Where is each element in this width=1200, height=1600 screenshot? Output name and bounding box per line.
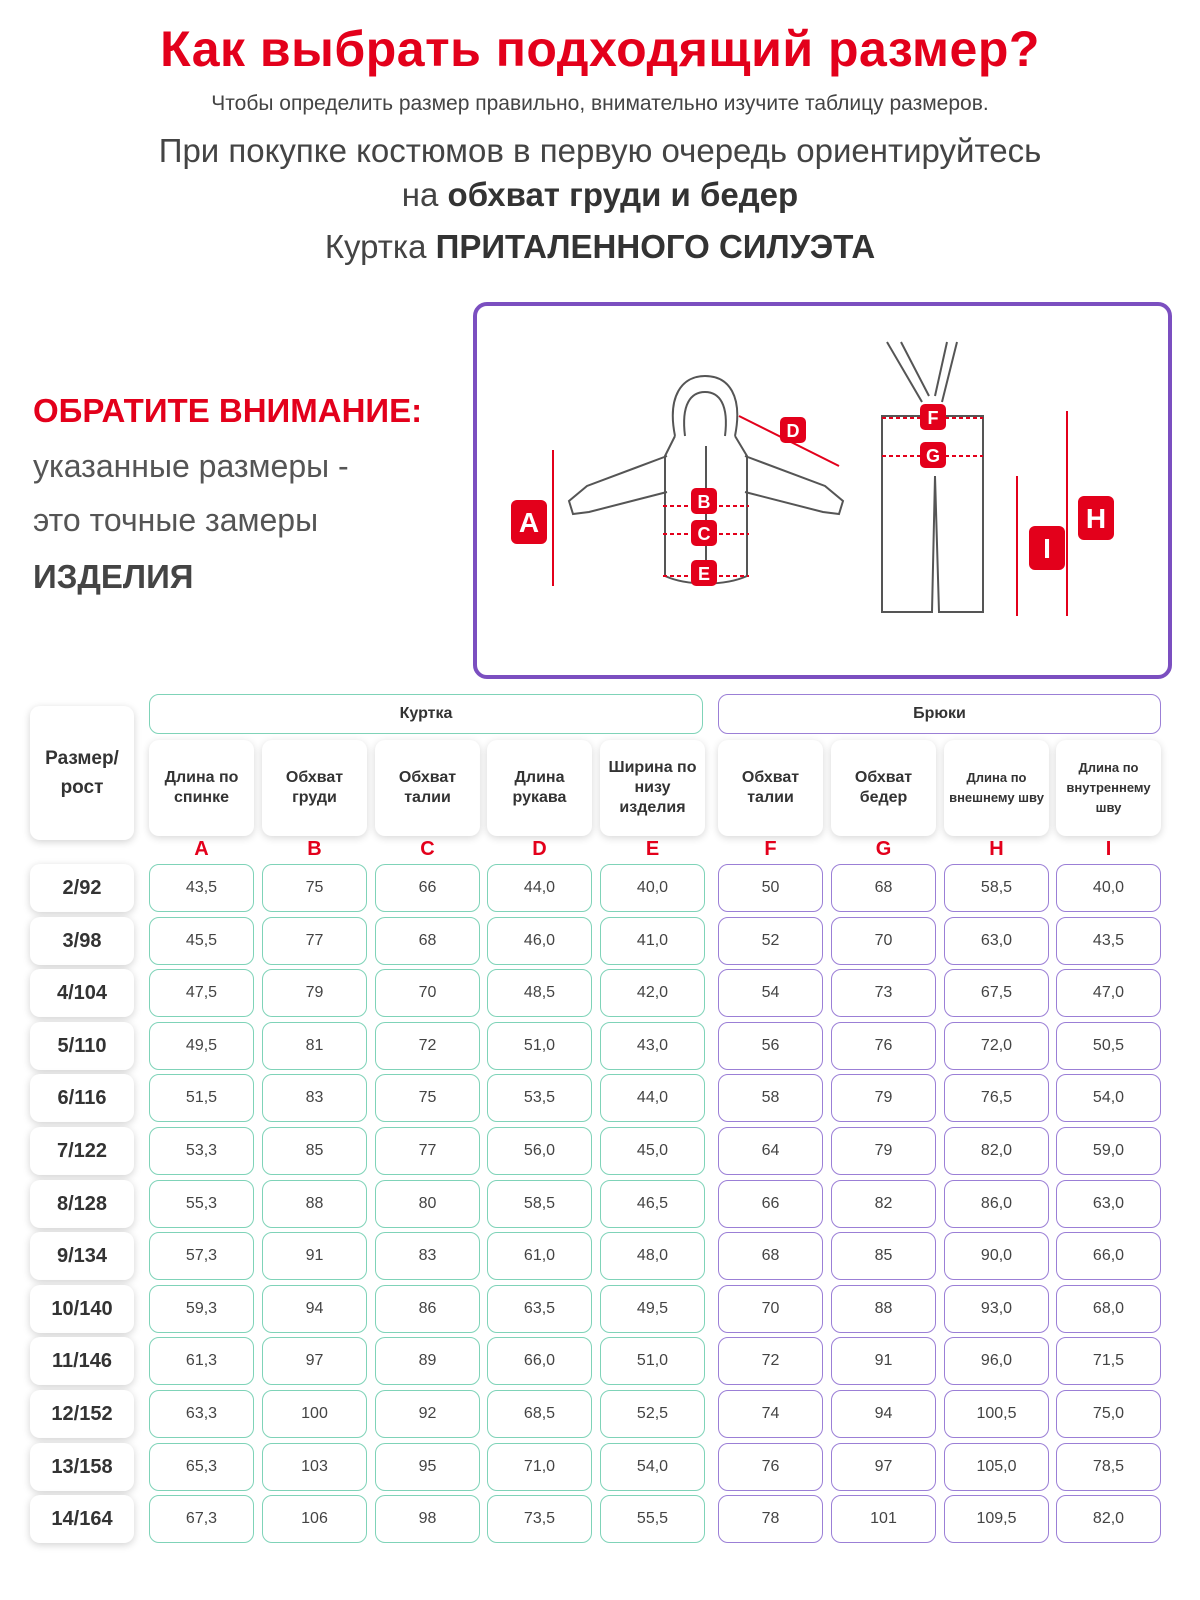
intro-line-3-bold: ПРИТАЛЕННОГО СИЛУЭТА bbox=[435, 228, 876, 265]
table-cell: 54,0 bbox=[600, 1443, 705, 1491]
table-cell: 63,0 bbox=[1056, 1180, 1161, 1228]
size-row-label: 4/104 bbox=[30, 969, 134, 1017]
table-cell: 70 bbox=[718, 1285, 823, 1333]
size-row-label: 9/134 bbox=[30, 1232, 134, 1280]
table-cell: 109,5 bbox=[944, 1495, 1049, 1543]
table-cell: 44,0 bbox=[487, 864, 592, 912]
label-c: C bbox=[697, 524, 711, 544]
column-header: Обхват талии bbox=[718, 740, 823, 836]
table-cell: 70 bbox=[831, 917, 936, 965]
size-row-label: 13/158 bbox=[30, 1443, 134, 1491]
table-cell: 73,5 bbox=[487, 1495, 592, 1543]
table-cell: 43,5 bbox=[1056, 917, 1161, 965]
column-header: Обхват бедер bbox=[831, 740, 936, 836]
table-cell: 45,0 bbox=[600, 1127, 705, 1175]
table-cell: 71,0 bbox=[487, 1443, 592, 1491]
label-a: A bbox=[518, 507, 540, 538]
attention-line-3: ИЗДЕЛИЯ bbox=[33, 558, 194, 595]
table-cell: 83 bbox=[262, 1074, 367, 1122]
table-cell: 106 bbox=[262, 1495, 367, 1543]
table-cell: 93,0 bbox=[944, 1285, 1049, 1333]
table-cell: 63,5 bbox=[487, 1285, 592, 1333]
label-f: F bbox=[927, 408, 939, 428]
table-cell: 43,0 bbox=[600, 1022, 705, 1070]
table-cell: 52 bbox=[718, 917, 823, 965]
size-row-label: 6/116 bbox=[30, 1074, 134, 1122]
table-cell: 40,0 bbox=[600, 864, 705, 912]
table-cell: 53,5 bbox=[487, 1074, 592, 1122]
intro-line-2 bbox=[0, 176, 1200, 214]
size-row-label: 3/98 bbox=[30, 917, 134, 965]
table-cell: 79 bbox=[831, 1127, 936, 1175]
table-cell: 54,0 bbox=[1056, 1074, 1161, 1122]
table-cell: 76,5 bbox=[944, 1074, 1049, 1122]
size-row-label: 8/128 bbox=[30, 1180, 134, 1228]
table-cell: 66 bbox=[718, 1180, 823, 1228]
table-cell: 47,0 bbox=[1056, 969, 1161, 1017]
table-cell: 46,5 bbox=[600, 1180, 705, 1228]
size-row-label: 5/110 bbox=[30, 1022, 134, 1070]
intro-line-3-prefix: Куртка bbox=[324, 228, 436, 265]
size-row-label: 11/146 bbox=[30, 1337, 134, 1385]
table-cell: 68,5 bbox=[487, 1390, 592, 1438]
attention-line-2: это точные замеры bbox=[33, 502, 319, 538]
subtitle: Чтобы определить размер правильно, внимательно изучите таблицу размеров. bbox=[211, 92, 989, 115]
table-cell: 82 bbox=[831, 1180, 936, 1228]
table-cell: 55,5 bbox=[600, 1495, 705, 1543]
table-cell: 103 bbox=[262, 1443, 367, 1491]
table-cell: 71,5 bbox=[1056, 1337, 1161, 1385]
table-cell: 56 bbox=[718, 1022, 823, 1070]
column-header: Обхват талии bbox=[375, 740, 480, 836]
column-header: Длина по внешнему шву bbox=[944, 740, 1049, 836]
jacket-right-sleeve bbox=[745, 456, 843, 514]
table-cell: 64 bbox=[718, 1127, 823, 1175]
table-cell: 59,3 bbox=[149, 1285, 254, 1333]
table-cell: 74 bbox=[718, 1390, 823, 1438]
table-cell: 101 bbox=[831, 1495, 936, 1543]
table-cell: 105,0 bbox=[944, 1443, 1049, 1491]
table-cell: 61,3 bbox=[149, 1337, 254, 1385]
table-cell: 75 bbox=[262, 864, 367, 912]
table-cell: 79 bbox=[831, 1074, 936, 1122]
table-cell: 47,5 bbox=[149, 969, 254, 1017]
intro-line-2-bold: обхват груди и бедер bbox=[447, 176, 799, 213]
pants-left-strap-inner bbox=[901, 342, 929, 396]
table-cell: 96,0 bbox=[944, 1337, 1049, 1385]
table-cell: 97 bbox=[262, 1337, 367, 1385]
table-cell: 97 bbox=[831, 1443, 936, 1491]
column-letter: D bbox=[532, 838, 547, 860]
size-row-label: 14/164 bbox=[30, 1495, 134, 1543]
table-cell: 66,0 bbox=[487, 1337, 592, 1385]
column-header: Длина по спинке bbox=[149, 740, 254, 836]
page-title: Как выбрать подходящий размер? bbox=[160, 21, 1040, 77]
table-cell: 42,0 bbox=[600, 969, 705, 1017]
table-cell: 72 bbox=[718, 1337, 823, 1385]
table-cell: 78,5 bbox=[1056, 1443, 1161, 1491]
measurement-diagram bbox=[473, 302, 1172, 679]
table-cell: 41,0 bbox=[600, 917, 705, 965]
table-cell: 68,0 bbox=[1056, 1285, 1161, 1333]
table-cell: 90,0 bbox=[944, 1232, 1049, 1280]
label-d: D bbox=[786, 421, 800, 441]
table-cell: 100 bbox=[262, 1390, 367, 1438]
table-cell: 82,0 bbox=[1056, 1495, 1161, 1543]
column-header: Длина по внутреннему шву bbox=[1056, 740, 1161, 836]
table-cell: 63,3 bbox=[149, 1390, 254, 1438]
table-cell: 76 bbox=[718, 1443, 823, 1491]
table-cell: 58 bbox=[718, 1074, 823, 1122]
table-cell: 51,0 bbox=[487, 1022, 592, 1070]
table-cell: 85 bbox=[831, 1232, 936, 1280]
column-letter: C bbox=[420, 838, 435, 860]
column-letter: H bbox=[989, 838, 1004, 860]
table-cell: 61,0 bbox=[487, 1232, 592, 1280]
label-g: G bbox=[925, 446, 941, 466]
table-cell: 92 bbox=[375, 1390, 480, 1438]
size-row-label: 7/122 bbox=[30, 1127, 134, 1175]
table-cell: 67,5 bbox=[944, 969, 1049, 1017]
table-cell: 48,0 bbox=[600, 1232, 705, 1280]
table-cell: 83 bbox=[375, 1232, 480, 1280]
table-cell: 86 bbox=[375, 1285, 480, 1333]
table-cell: 91 bbox=[831, 1337, 936, 1385]
intro-line-3 bbox=[0, 228, 1200, 266]
table-cell: 65,3 bbox=[149, 1443, 254, 1491]
table-cell: 79 bbox=[262, 969, 367, 1017]
table-cell: 66,0 bbox=[1056, 1232, 1161, 1280]
table-cell: 73 bbox=[831, 969, 936, 1017]
table-cell: 49,5 bbox=[600, 1285, 705, 1333]
table-cell: 59,0 bbox=[1056, 1127, 1161, 1175]
table-cell: 81 bbox=[262, 1022, 367, 1070]
column-header: Ширина по низу изделия bbox=[600, 740, 705, 836]
table-cell: 88 bbox=[262, 1180, 367, 1228]
jacket-hood-outline bbox=[673, 376, 737, 436]
table-cell: 45,5 bbox=[149, 917, 254, 965]
table-cell: 46,0 bbox=[487, 917, 592, 965]
intro-line-1: При покупке костюмов в первую очередь ориентируйтесь bbox=[158, 132, 1042, 169]
table-cell: 88 bbox=[831, 1285, 936, 1333]
table-cell: 72,0 bbox=[944, 1022, 1049, 1070]
jacket-group-header: Куртка bbox=[149, 694, 703, 734]
table-cell: 72 bbox=[375, 1022, 480, 1070]
table-cell: 67,3 bbox=[149, 1495, 254, 1543]
table-cell: 68 bbox=[718, 1232, 823, 1280]
table-cell: 77 bbox=[262, 917, 367, 965]
column-letter: G bbox=[875, 838, 892, 860]
table-cell: 95 bbox=[375, 1443, 480, 1491]
attention-line-1: указанные размеры - bbox=[33, 448, 349, 484]
column-letter: F bbox=[764, 838, 777, 860]
table-cell: 86,0 bbox=[944, 1180, 1049, 1228]
column-letter: I bbox=[1105, 838, 1112, 860]
table-cell: 40,0 bbox=[1056, 864, 1161, 912]
table-cell: 50,5 bbox=[1056, 1022, 1161, 1070]
column-header: Обхват груди bbox=[262, 740, 367, 836]
table-cell: 76 bbox=[831, 1022, 936, 1070]
table-cell: 66 bbox=[375, 864, 480, 912]
table-cell: 75,0 bbox=[1056, 1390, 1161, 1438]
table-cell: 44,0 bbox=[600, 1074, 705, 1122]
table-cell: 98 bbox=[375, 1495, 480, 1543]
jacket-left-sleeve bbox=[569, 456, 667, 514]
size-table bbox=[30, 705, 1182, 1588]
table-cell: 53,3 bbox=[149, 1127, 254, 1175]
table-cell: 63,0 bbox=[944, 917, 1049, 965]
table-cell: 54 bbox=[718, 969, 823, 1017]
garment-illustration bbox=[477, 306, 1176, 683]
table-cell: 80 bbox=[375, 1180, 480, 1228]
size-column-header: Размер/ рост bbox=[30, 706, 134, 840]
size-row-label: 2/92 bbox=[30, 864, 134, 912]
table-cell: 51,0 bbox=[600, 1337, 705, 1385]
table-cell: 43,5 bbox=[149, 864, 254, 912]
table-cell: 50 bbox=[718, 864, 823, 912]
table-cell: 52,5 bbox=[600, 1390, 705, 1438]
label-h: H bbox=[1085, 503, 1107, 534]
table-cell: 89 bbox=[375, 1337, 480, 1385]
column-letter: E bbox=[645, 838, 660, 860]
pants-group-header: Брюки bbox=[718, 694, 1161, 734]
table-cell: 94 bbox=[262, 1285, 367, 1333]
table-cell: 78 bbox=[718, 1495, 823, 1543]
intro-line-2-prefix: на bbox=[401, 176, 448, 213]
table-cell: 57,3 bbox=[149, 1232, 254, 1280]
size-row-label: 12/152 bbox=[30, 1390, 134, 1438]
table-cell: 100,5 bbox=[944, 1390, 1049, 1438]
table-cell: 77 bbox=[375, 1127, 480, 1175]
table-cell: 75 bbox=[375, 1074, 480, 1122]
column-letter: A bbox=[194, 838, 209, 860]
table-cell: 48,5 bbox=[487, 969, 592, 1017]
table-cell: 68 bbox=[375, 917, 480, 965]
table-cell: 70 bbox=[375, 969, 480, 1017]
table-cell: 49,5 bbox=[149, 1022, 254, 1070]
table-cell: 82,0 bbox=[944, 1127, 1049, 1175]
table-cell: 56,0 bbox=[487, 1127, 592, 1175]
table-cell: 85 bbox=[262, 1127, 367, 1175]
table-cell: 58,5 bbox=[487, 1180, 592, 1228]
column-header: Длина рукава bbox=[487, 740, 592, 836]
table-cell: 55,3 bbox=[149, 1180, 254, 1228]
jacket-hood-inner bbox=[684, 392, 726, 436]
table-cell: 94 bbox=[831, 1390, 936, 1438]
size-row-label: 10/140 bbox=[30, 1285, 134, 1333]
label-i: I bbox=[1043, 533, 1051, 564]
table-cell: 68 bbox=[831, 864, 936, 912]
table-cell: 51,5 bbox=[149, 1074, 254, 1122]
label-b: B bbox=[697, 492, 711, 512]
label-e: E bbox=[697, 564, 711, 584]
attention-heading: ОБРАТИТЕ ВНИМАНИЕ: bbox=[33, 392, 423, 429]
table-cell: 91 bbox=[262, 1232, 367, 1280]
column-letter: B bbox=[307, 838, 322, 860]
table-cell: 58,5 bbox=[944, 864, 1049, 912]
